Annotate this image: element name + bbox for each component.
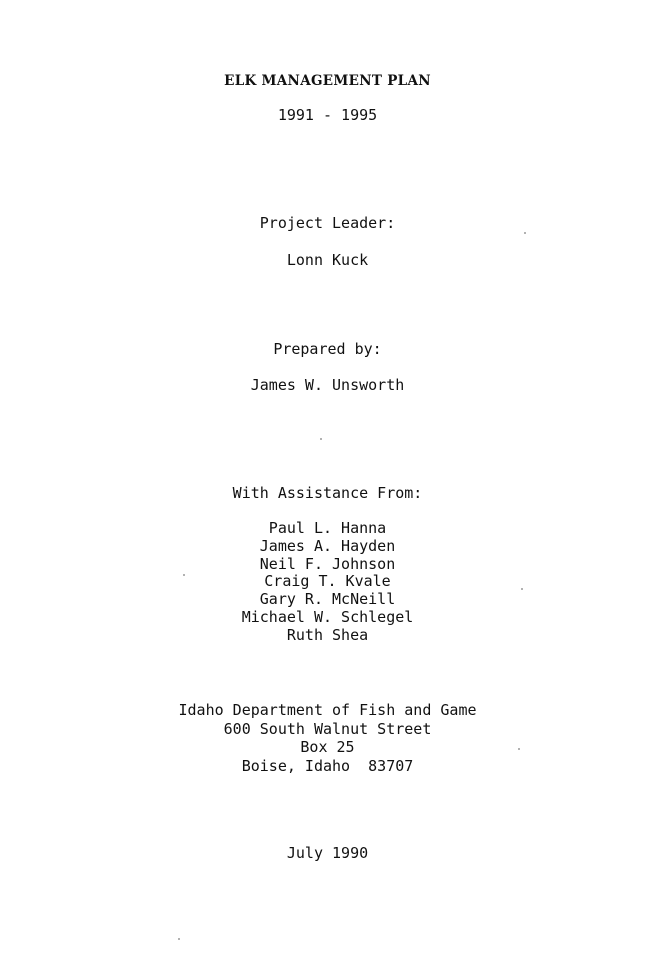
scan-speck [518, 748, 520, 750]
prepared-by-name: James W. Unsworth [250, 376, 405, 394]
assistant-name: Paul L. Hanna [268, 519, 387, 537]
project-leader-label: Project Leader: [259, 214, 396, 232]
document-title: ELK MANAGEMENT PLAN [224, 73, 431, 89]
organization-name: Idaho Department of Fish and Game [178, 701, 477, 719]
scan-speck [524, 232, 526, 234]
assistance-label: With Assistance From: [232, 484, 423, 502]
assistant-name: Gary R. McNeill [259, 590, 396, 609]
assistant-name: Craig T. Kvale [264, 572, 391, 591]
assistant-name: Michael W. Schlegel [241, 607, 414, 626]
scan-speck [521, 588, 523, 590]
assistant-list [0, 520, 655, 645]
scan-speck [178, 938, 180, 940]
scan-speck [320, 438, 322, 440]
project-leader-name: Lonn Kuck [286, 251, 369, 269]
document-date: July 1990 [286, 844, 369, 862]
assistant-name: James A. Hayden [259, 536, 396, 555]
street-address: 600 South Walnut Street [223, 719, 432, 738]
city-state-zip: Boise, Idaho 83707 [241, 756, 414, 775]
scan-speck [183, 574, 185, 576]
address-block [0, 701, 655, 775]
po-box: Box 25 [300, 738, 355, 756]
assistant-name: Neil F. Johnson [259, 554, 396, 573]
assistant-name: Ruth Shea [286, 625, 369, 644]
prepared-by-label: Prepared by: [273, 340, 382, 358]
plan-years: 1991 - 1995 [277, 106, 378, 124]
